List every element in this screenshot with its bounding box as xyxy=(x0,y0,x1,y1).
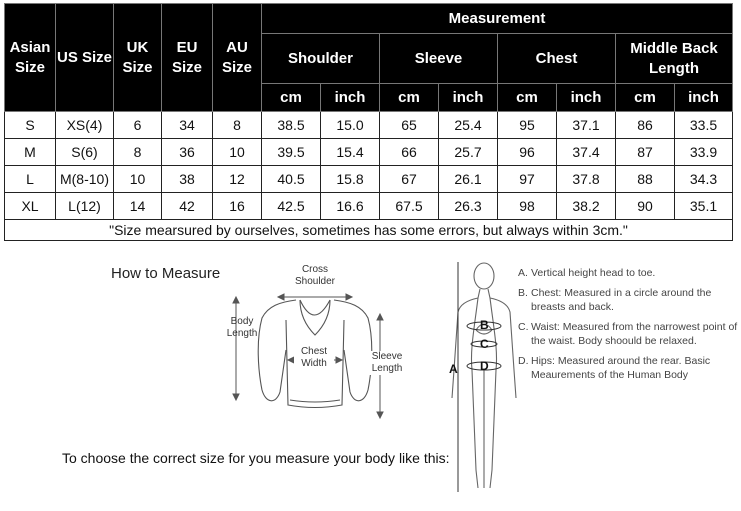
table-cell: 26.1 xyxy=(439,166,498,193)
table-cell: 65 xyxy=(380,112,439,139)
header-unit: inch xyxy=(675,84,733,112)
table-cell: 42 xyxy=(162,193,213,220)
body-label-c: C xyxy=(480,337,489,351)
table-cell: 8 xyxy=(114,139,162,166)
body-outline xyxy=(452,263,516,488)
table-cell: 16.6 xyxy=(321,193,380,220)
body-label-d: D xyxy=(480,359,489,373)
step-a xyxy=(518,266,738,280)
table-cell: 25.4 xyxy=(439,112,498,139)
header-group-chest: Chest xyxy=(498,34,616,84)
step-text: Vertical height head to toe. xyxy=(531,267,656,279)
table-cell: XL xyxy=(5,193,56,220)
header-unit: cm xyxy=(616,84,675,112)
table-cell: 38.2 xyxy=(557,193,616,220)
table-cell: 26.3 xyxy=(439,193,498,220)
table-cell: 36 xyxy=(162,139,213,166)
table-cell: M(8-10) xyxy=(56,166,114,193)
table-cell: 90 xyxy=(616,193,675,220)
step-text: Waist: Measured from the narrowest point of the waist. Body shoould be relaxed. xyxy=(531,321,738,347)
table-cell: 42.5 xyxy=(262,193,321,220)
table-cell: 10 xyxy=(213,139,262,166)
header-au-size: AU Size xyxy=(213,4,262,112)
table-cell: 98 xyxy=(498,193,557,220)
table-cell: 37.8 xyxy=(557,166,616,193)
table-cell: 86 xyxy=(616,112,675,139)
sleeve-length-label: Sleeve Length xyxy=(366,351,408,375)
header-measurement: Measurement xyxy=(262,4,733,34)
header-unit: cm xyxy=(262,84,321,112)
header-us-size: US Size xyxy=(56,4,114,112)
table-cell: 67 xyxy=(380,166,439,193)
step-letter: B. xyxy=(518,287,528,299)
measure-steps xyxy=(518,266,738,388)
table-cell: 66 xyxy=(380,139,439,166)
table-cell: 95 xyxy=(498,112,557,139)
table-cell: 34 xyxy=(162,112,213,139)
table-cell: 10 xyxy=(114,166,162,193)
table-cell: 67.5 xyxy=(380,193,439,220)
table-cell: 97 xyxy=(498,166,557,193)
table-cell: 39.5 xyxy=(262,139,321,166)
table-cell: 25.7 xyxy=(439,139,498,166)
table-cell: XS(4) xyxy=(56,112,114,139)
header-unit: cm xyxy=(498,84,557,112)
header-unit: inch xyxy=(557,84,616,112)
body-length-label: Body Length xyxy=(226,316,258,339)
table-cell: 16 xyxy=(213,193,262,220)
header-unit: inch xyxy=(321,84,380,112)
header-asian-size: Asian Size xyxy=(5,4,56,112)
header-eu-size: EU Size xyxy=(162,4,213,112)
table-cell: 15.4 xyxy=(321,139,380,166)
table-cell: 38.5 xyxy=(262,112,321,139)
table-cell: 33.9 xyxy=(675,139,733,166)
header-group-shoulder: Shoulder xyxy=(262,34,380,84)
table-cell: 6 xyxy=(114,112,162,139)
how-to-measure-title: How to Measure xyxy=(111,265,221,282)
step-letter: A. xyxy=(518,267,528,279)
table-cell: 96 xyxy=(498,139,557,166)
table-cell: 33.5 xyxy=(675,112,733,139)
body-label-b: B xyxy=(480,318,489,332)
table-cell: S(6) xyxy=(56,139,114,166)
table-cell: 8 xyxy=(213,112,262,139)
table-cell: 12 xyxy=(213,166,262,193)
table-cell: 14 xyxy=(114,193,162,220)
table-cell: 40.5 xyxy=(262,166,321,193)
header-group-back-length: Middle Back Length xyxy=(616,34,733,84)
header-group-sleeve: Sleeve xyxy=(380,34,498,84)
table-cell: 37.4 xyxy=(557,139,616,166)
body-measure-loops xyxy=(458,262,501,492)
table-cell: 35.1 xyxy=(675,193,733,220)
step-letter: D. xyxy=(518,355,529,367)
table-cell: 15.0 xyxy=(321,112,380,139)
chest-width-label: Chest Width xyxy=(294,346,334,370)
choose-size-instruction: To choose the correct size for you measure your body like this: xyxy=(62,450,450,466)
step-text: Hips: Measured around the rear. Basic Meaurements of the Human Body xyxy=(531,355,711,381)
table-cell: L xyxy=(5,166,56,193)
header-unit: cm xyxy=(380,84,439,112)
step-d xyxy=(518,354,738,382)
size-note: "Size mearsured by ourselves, sometimes has some errors, but always within 3cm." xyxy=(5,220,733,241)
step-text: Chest: Measured in a circle around the breasts and back. xyxy=(531,287,712,313)
step-c xyxy=(518,320,738,348)
table-cell: 87 xyxy=(616,139,675,166)
table-cell: 15.8 xyxy=(321,166,380,193)
table-cell: 37.1 xyxy=(557,112,616,139)
table-cell: 34.3 xyxy=(675,166,733,193)
body-label-a: A xyxy=(449,362,458,376)
table-cell: M xyxy=(5,139,56,166)
header-uk-size: UK Size xyxy=(114,4,162,112)
cross-shoulder-label: Cross Shoulder xyxy=(294,264,336,287)
step-b xyxy=(518,286,738,314)
table-cell: S xyxy=(5,112,56,139)
header-unit: inch xyxy=(439,84,498,112)
step-letter: C. xyxy=(518,321,529,333)
table-cell: 38 xyxy=(162,166,213,193)
table-cell: L(12) xyxy=(56,193,114,220)
table-cell: 88 xyxy=(616,166,675,193)
